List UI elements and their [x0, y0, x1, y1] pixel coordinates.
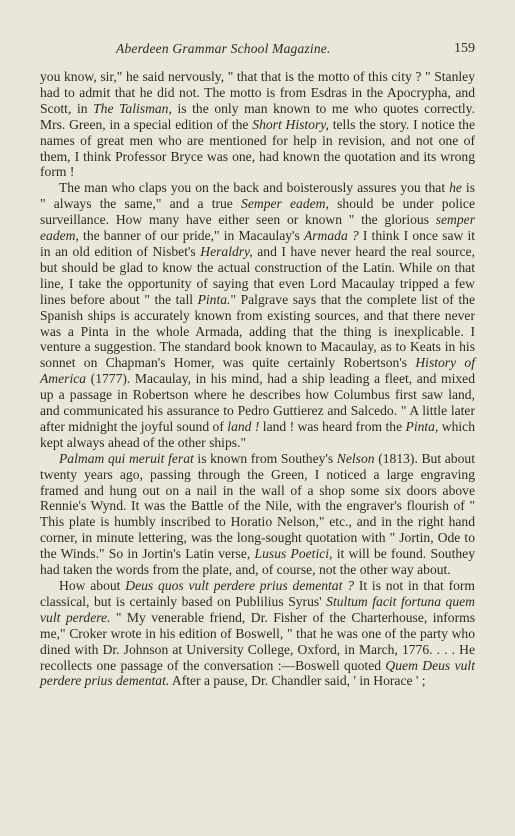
text-run: After a pause, Dr. Chandler said, ' in Horace ' ; [169, 673, 426, 689]
italic-run: Short History, [252, 116, 329, 132]
italic-run: he [449, 180, 462, 196]
italic-run: land ! [227, 418, 260, 434]
text-run: I think I once saw it in an old edition of Nisbet's [40, 228, 475, 259]
italic-run: Pinta. [197, 291, 231, 307]
text-run: which kept always ahead of the other ships." [40, 418, 475, 450]
text-run: tells the story. I notice the names of great men who are mentioned for help in revision, and not one of them, I think Professor Bryce was one, had known the quotation and its wrong form ! [40, 116, 475, 180]
text-run: is the only man known to me who quotes correctly. Mrs. Green, in a special edition of the [40, 100, 475, 132]
text-run: (1813). But about twenty years ago, passing through the Green, I noticed a large engraving framed and hung out on a nail in the wall of a shop some six doors above Rennie's Wynd. It was the Battle of the Nile, with the engraver's flourish of " This plate is humbly inscribed to Horatio Nelson," etc., and in the right hand corner, in minute lettering, was the long-sought quotation with " Jortin, Ode to the Winds." So in Jortin's Latin verse, [40, 450, 475, 562]
text-run: it will be found. Southey had taken the words from the plate, and, of course, not the other way about. [40, 546, 475, 578]
paragraph [40, 578, 475, 689]
italic-run: Lusus Poetici, [254, 546, 333, 562]
paragraph [40, 180, 475, 450]
italic-run: Heraldry, [200, 243, 253, 259]
text-run: It is not in that form classical, but is certainly based on Publilius Syrus' [40, 578, 476, 609]
text-run: " Palgrave says that the complete list of the Spanish ships is accurately known from existing sources, and that there never was a Pinta in the whole Armada, adding that the thing is inexplicable. I venture a suggestion. The standard book known to Macaulay, as to Keats in his sonnet on Chapman's Homer, was quite certainly Robertson's [40, 291, 475, 371]
italic-run: The Talisman, [93, 100, 172, 116]
page-number: 159 [454, 41, 475, 56]
italic-run: semper eadem, [40, 212, 475, 244]
paragraph [40, 69, 475, 180]
text-run: and I have never heard the real source, but should be glad to know the actual construction of the Latin. While on that line, I take the opportunity of saying that even Lord Macaulay tripped a few lines before about " the tall [40, 243, 475, 307]
italic-run: Nelson [336, 450, 375, 466]
italic-run: Armada ? [303, 228, 359, 244]
article-body [40, 69, 475, 689]
text-run: " My venerable friend, Dr. Fisher of the Charterhouse, informs me," Croker wrote in his edition of Boswell, " that he was one of the party who dined with Dr. Johnson at University College, Oxford, in March, 1776. . . . He recollects one passage of the conversation :—Boswell quoted [40, 609, 475, 673]
text-run: is " always the same," and a true [40, 180, 475, 212]
text-run: How about [59, 578, 126, 593]
page-header [40, 41, 475, 61]
italic-run: Quem Deus vult perdere prius dementat. [40, 657, 475, 689]
text-run: land ! was heard from the [259, 418, 406, 434]
italic-run: Semper eadem, [241, 196, 329, 212]
italic-run: History of America [40, 355, 475, 387]
italic-run: Deus quos vult perdere prius dementat ? [125, 578, 354, 593]
italic-run: Pinta, [405, 418, 439, 434]
running-head: Aberdeen Grammar School Magazine. [116, 41, 331, 56]
paragraph [40, 451, 475, 578]
text-run: the banner of our pride," in Macaulay's [78, 228, 304, 244]
italic-run: Palmam qui meruit ferat [59, 450, 194, 466]
text-run: The man who claps you on the back and boisterously assures you that [59, 180, 450, 196]
text-run: is known from Southey's [193, 450, 337, 466]
text-run: (1777). Macaulay, in his mind, had a ship leading a fleet, and mixed up a passage in Robertson where he describes how Columbus first saw land, and communicated his assurance to Pedro Guttierez and Salcedo. " A little later after midnight the joyful sound of [40, 371, 475, 434]
text-run: you know, sir," he said nervously, " that that is the motto of this city ? " Stanley had to admit that he did not. The motto is from Esdras in the Apocrypha, and Scott, in [40, 69, 475, 116]
text-run: should be under police surveillance. How many have either seen or known " the glorious [40, 196, 475, 228]
italic-run: Stultum facit fortuna quem vult perdere. [40, 593, 476, 625]
